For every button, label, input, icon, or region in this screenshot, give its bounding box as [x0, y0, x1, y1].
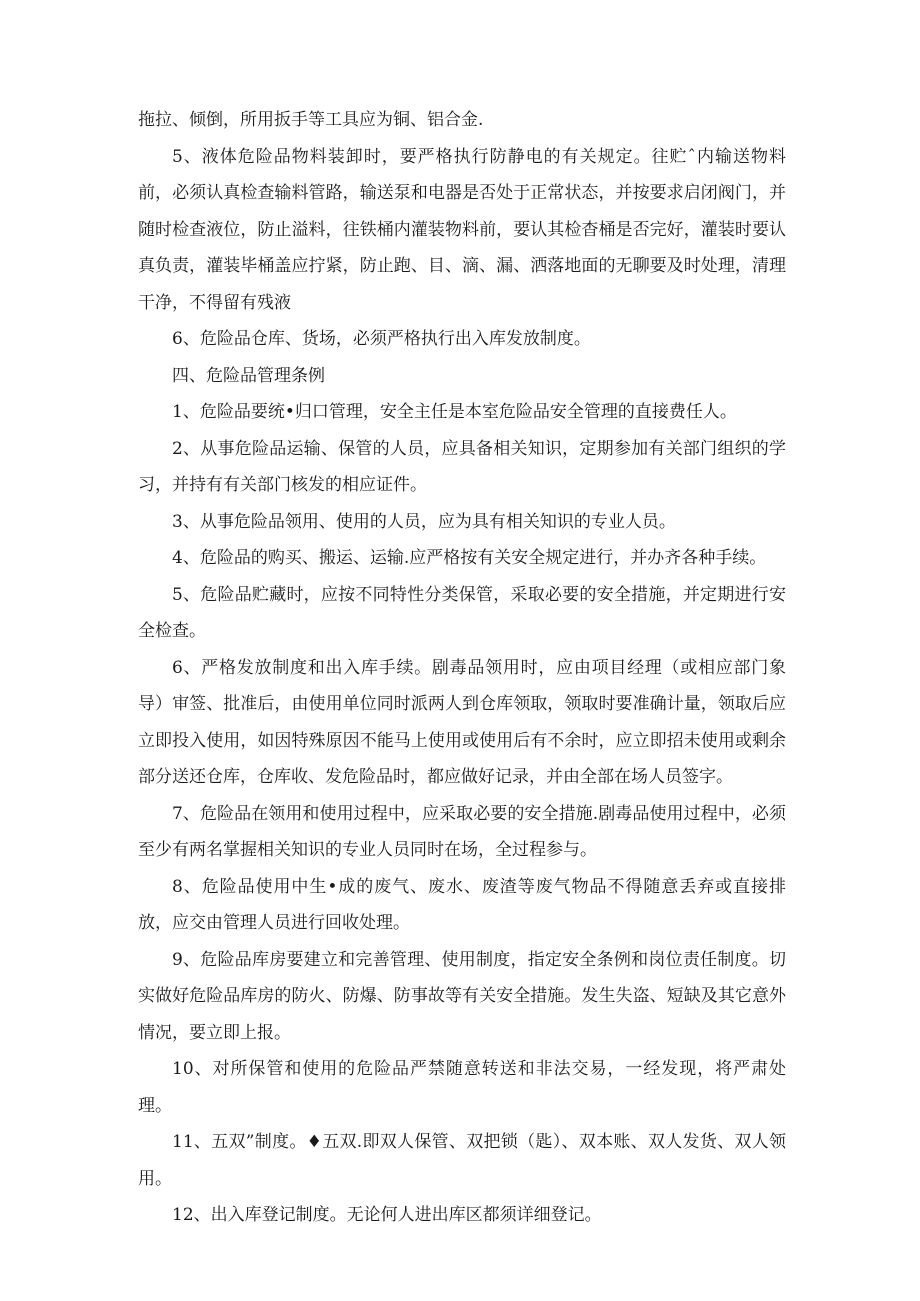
paragraph-rule-5: 5、危险品贮藏时，应按不同特性分类保管，采取必要的安全措施，并定期进行安全检查。 — [138, 584, 786, 641]
paragraph-continuation: 拖拉、倾倒，所用扳手等工具应为铜、铝合金. — [138, 110, 484, 130]
paragraph-item-6-warehouse: 6、危险品仓库、货场，必须严格执行出入库发放制度。 — [172, 329, 591, 349]
paragraph-rule-9: 9、危险品库房要建立和完善管理、使用制度，指定安全条例和岗位责任制度。切实做好危险品库房的防火、防爆、防事故等有关安全措施。发生失盗、短缺及其它意外情况，要立即上报。 — [138, 949, 786, 1043]
paragraph-rule-12: 12、出入库登记制度。无论何人进出库区都须详细登记。 — [172, 1205, 602, 1225]
paragraph-rule-7: 7、危险品在领用和使用过程中，应采取必要的安全措施.剧毒品使用过程中，必须至少有两名掌握相关知识的专业人员同时在场，全过程参与。 — [138, 803, 786, 860]
paragraph-rule-8: 8、危险品使用中生•成的废气、废水、废渣等废气物品不得随意丢弃或直接排放，应交由管理人员进行回收处理。 — [138, 876, 786, 933]
paragraph-rule-4: 4、危险品的购买、搬运、运输.应严格按有关安全规定进行，并办齐各种手续。 — [172, 548, 767, 568]
paragraph-rule-3: 3、从事危险品领用、使用的人员，应为具有相关知识的专业人员。 — [172, 511, 676, 532]
paragraph-rule-10: 10、对所保管和使用的危险品严禁随意转送和非法交易，一经发现，将严肃处理。 — [138, 1059, 786, 1116]
paragraph-item-5-liquid-handling: 5、液体危险品物料装卸时，要严格执行防静电的有关规定。往贮ˆ内输送物料前，必须认真检查输料管路，输送泵和电器是否处于正常状态，并按要求启闭阀门，并随时检查液位，防止溢料，往铁桶内灌装物料前，要认其检杳桶是否完好，灌装时要认真负责，灌装毕桶盖应拧紧，防止跑、目、滴、漏、洒落地面的无聊要及时处理，清理干净，不得留有残液 — [138, 146, 786, 313]
paragraph-rule-6: 6、严格发放制度和出入库手续。剧毒品领用时，应由项目经理（或相应部门象导）审签、批准后，由使用单位同时派两人到仓库领取，领取时要准确计量，领取后应立即投入使用，如因特殊原因不能马上使用或使用后有不余时，应立即招未使用或剩余部分送还仓库，仓库收、发危险品时，都应做好记录，并由全部在场人员签字。 — [138, 657, 786, 787]
paragraph-rule-11: 11、五双”制度。♦五双.即双人保管、双把锁（匙）、双本账、双人发货、双人领用。 — [138, 1132, 786, 1189]
section-heading-regulations: 四、危险品管理条例 — [172, 365, 325, 386]
paragraph-rule-2: 2、从事危险品运输、保管的人员，应具备相关知识，定期参加有关部门组织的学习，并持有有关部门核发的相应证件。 — [138, 438, 786, 495]
paragraph-rule-1: 1、危险品要统•归口管理，安全主任是本室危险品安全管理的直接费任人。 — [172, 402, 737, 422]
document-body — [138, 102, 786, 1234]
